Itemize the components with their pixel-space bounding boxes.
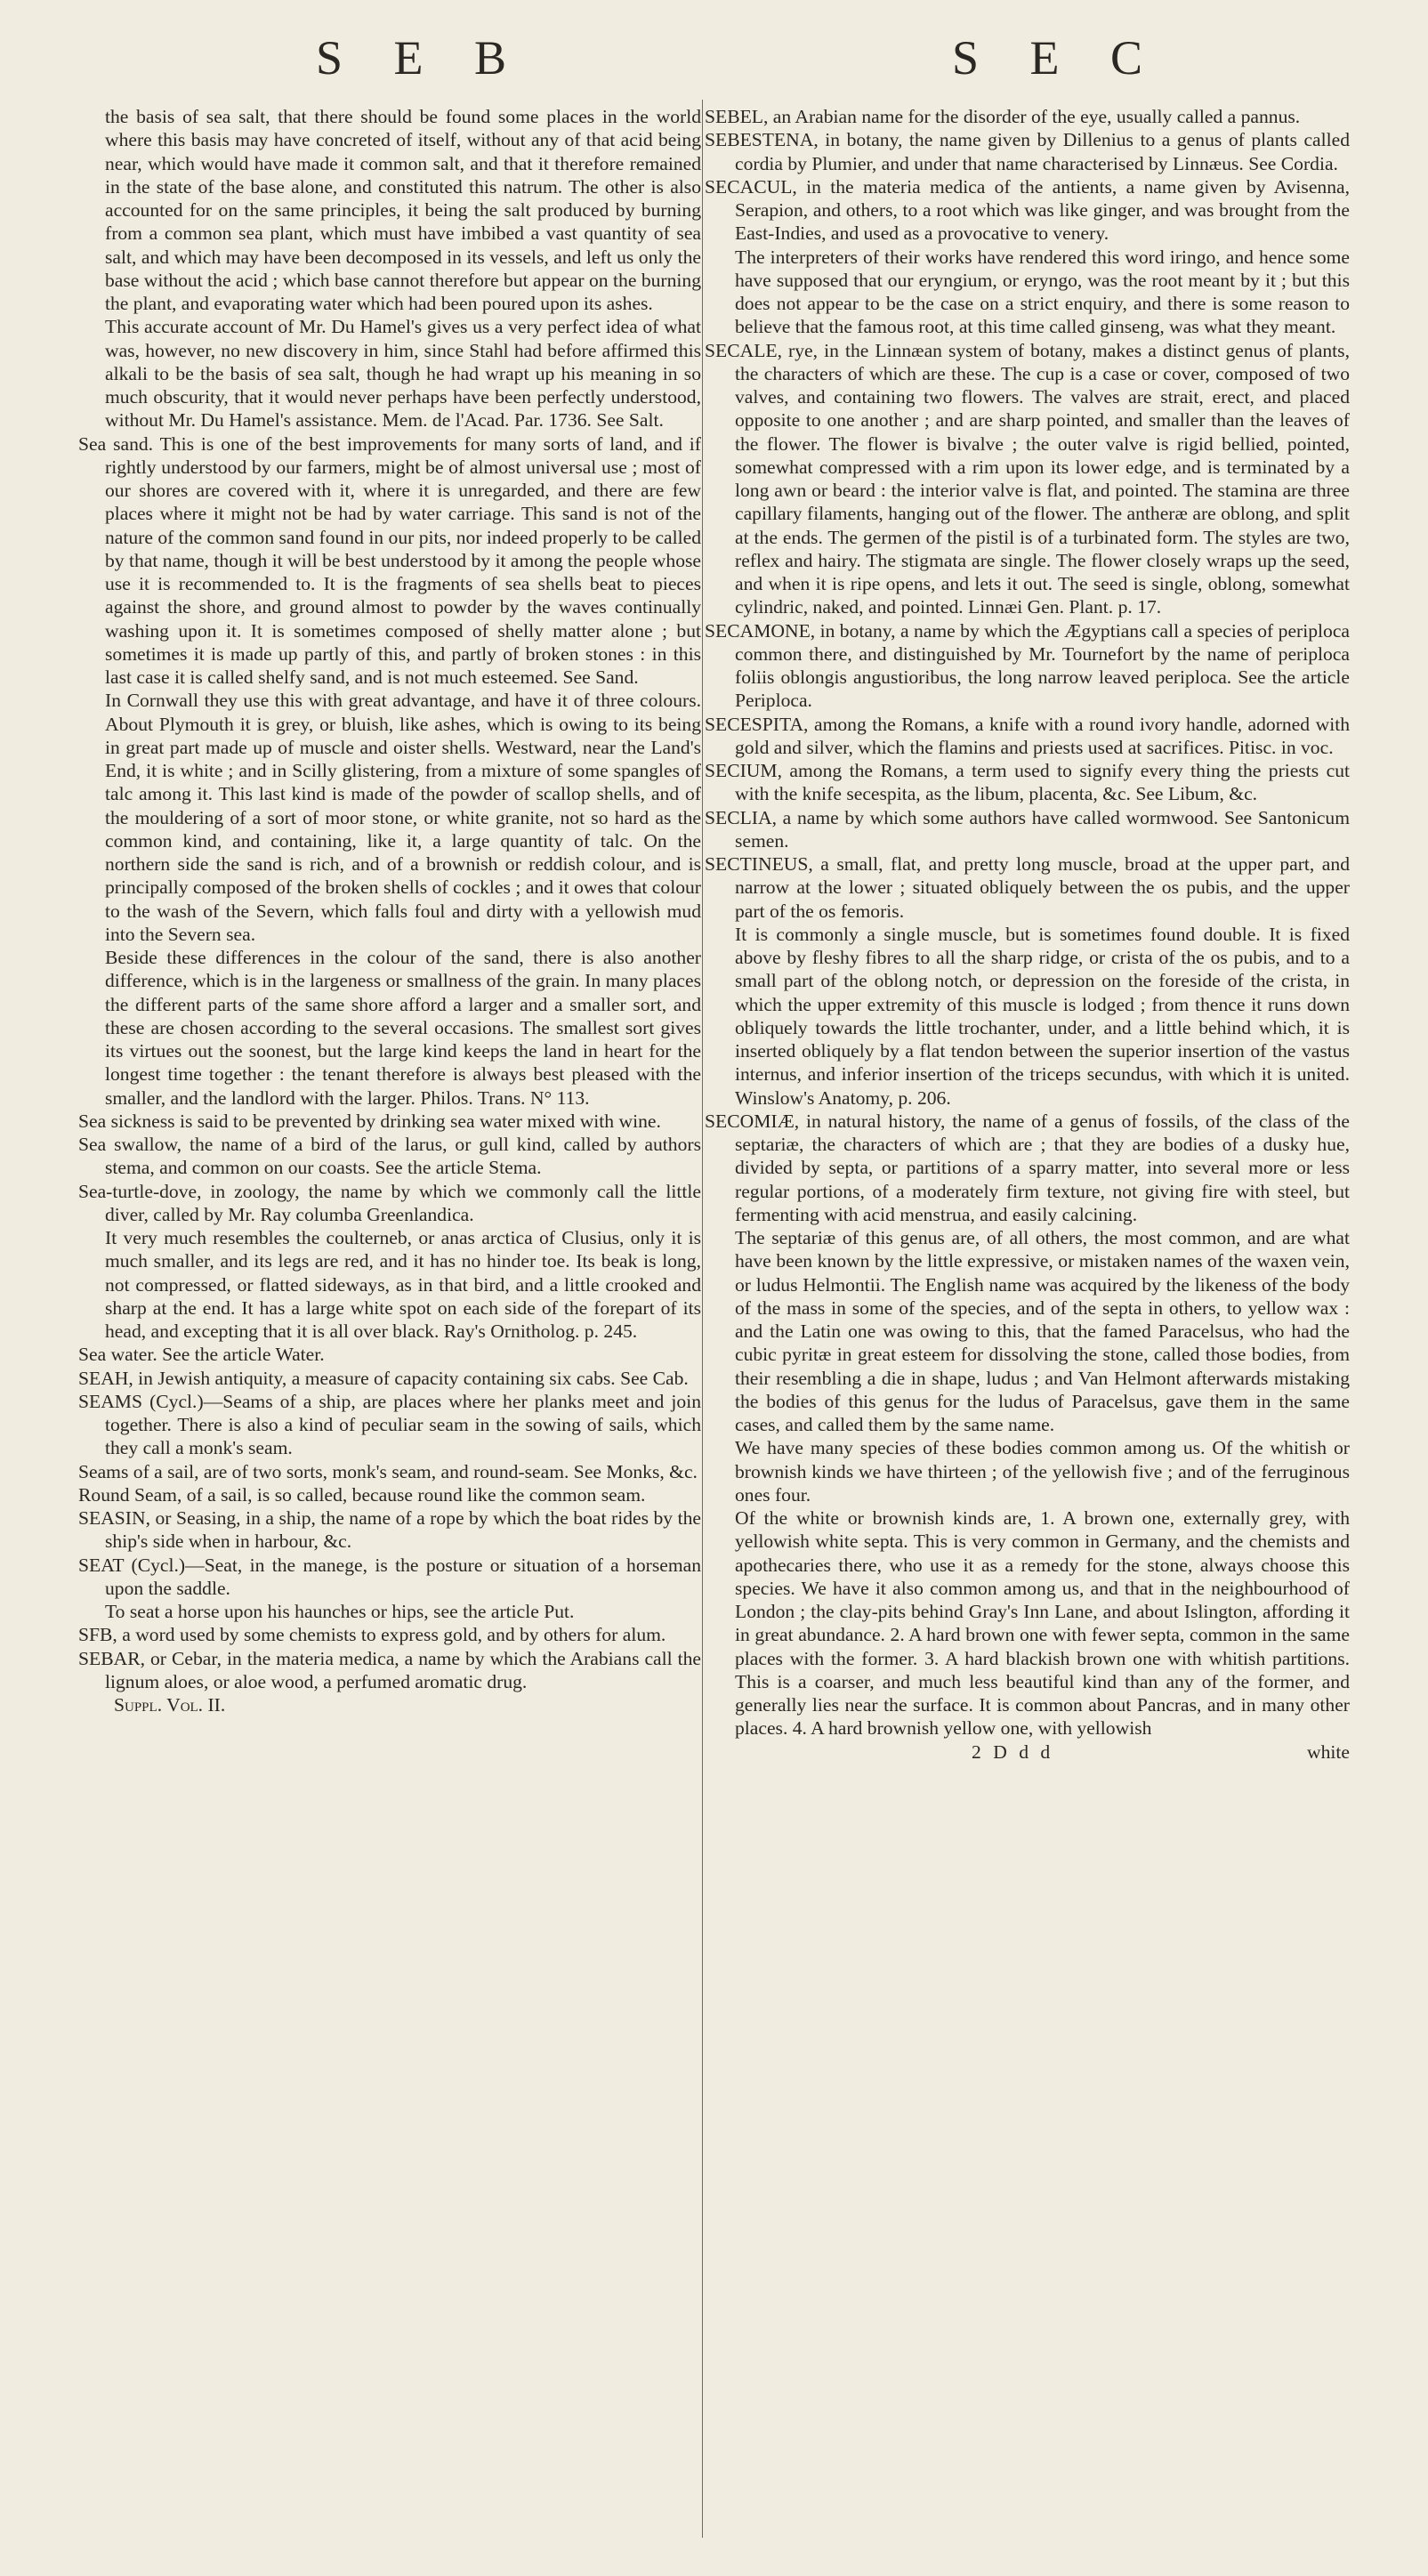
entry-secium: SECIUM, among the Romans, a term used to signify every thing the priests cut with the knife secespita, as the libum, placenta, &c. See Libum, &c. xyxy=(705,760,1350,805)
entry-secacul: SECACUL, in the materia medica of the antients, a name given by Avisenna, Serapion, and others, to a root which was like ginger, and was brought from the East-Indies, and used as a provocative to venery. xyxy=(705,175,1350,245)
entry-sectineus: SECTINEUS, a small, flat, and pretty long muscle, broad at the upper part, and narrow at the lower ; situated obliquely between the os pubis, and the upper part of the os femoris. xyxy=(705,853,1350,922)
entry-sfb: SFB, a word used by some chemists to express gold, and by others for alum. xyxy=(78,1624,666,1646)
footer-right xyxy=(705,1740,1350,1764)
paragraph-cornwall: In Cornwall they use this with great advantage, and have it of three colours. About Plymouth it is grey, or bluish, like ashes, which is owing to its being in great part made up of muscle and oister shells. Westward, near the Land's End, it is white ; and in Scilly glistering, from a mixture of some spangles of talc among it. This last kind is made of the powder of scallop shells, and of the mouldering of a sort of moor stone, or white granite, not so hard as the common kind, and containing, like it, a large quantity of talc. On the northern side the sand is rich, and of a brownish or reddish colour, and is principally composed of the broken shells of cockles ; and it owes that colour to the wash of the Severn, which falls foul and dirty with a yellowish mud into the Severn sea. xyxy=(105,690,701,945)
entry-seah: SEAH, in Jewish antiquity, a measure of capacity containing six cabs. See Cab. xyxy=(78,1367,689,1389)
entry-seams: SEAMS (Cycl.)—Seams of a ship, are places where her planks meet and join together. There is also a kind of peculiar seam in the sowing of sails, which they call a monk's seam. xyxy=(78,1390,701,1459)
paragraph-coulterneb: It very much resembles the coulterneb, or anas arctica of Clusius, only it is much smaller, and its legs are red, and it has no hinder toe. Its beak is long, not compressed, or flatted sideways, as in that bird, and a little crooked and sharp at the end. It has a large white spot on each side of the forepart of its head, and excepting that it is all over black. Ray's Ornitholog. p. 245. xyxy=(105,1227,701,1342)
running-head-left: S E B xyxy=(316,31,527,85)
entry-sea-sand: Sea sand. This is one of the best improvements for many sorts of land, and if rightly understood by our farmers, might be of almost universal use ; most of our shores are covered with it, where it is unregarded, and there are few places where it might not be had by water carriage. This sand is not of the nature of the common sand found in our pits, nor indeed properly to be called by that name, though it will be best understood by it among the people whose use it is recommended to. It is the fragments of sea shells beat to pieces against the shore, and ground almost to powder by the waves continually washing upon it. It is sometimes composed of shelly matter alone ; but sometimes it is made up partly of this, and partly of broken stones : in this last case it is called shelfy sand, and is not much esteemed. See Sand. xyxy=(78,432,701,688)
paragraph-single-muscle: It is commonly a single muscle, but is sometimes found double. It is fixed above by fleshy fibres to all the sharp ridge, or crista of the os pubis, and to a small part of the oblong notch, or depression on the foreside of the crista, in which the upper extremity of this muscle is lodged ; from thence it runs down obliquely towards the little trochanter, under, and a little behind which, it is inserted obliquely by a flat tendon between the superior insertion of the vastus internus, and inferior insertion of the triceps secundus, with which it is united. Winslow's Anatomy, p. 206. xyxy=(735,923,1350,1109)
entry-seclia: SECLIA, a name by which some authors have called wormwood. See Santonicum semen. xyxy=(705,806,1350,852)
entry-sea-swallow: Sea swallow, the name of a bird of the larus, or gull kind, called by authors stema, and common on our coasts. See the article Stema. xyxy=(78,1134,701,1179)
entry-sebestena: SEBESTENA, in botany, the name given by Dillenius to a genus of plants called cordia by Plumier, and under that name characterised by Linnæus. See Cordia. xyxy=(705,129,1350,174)
entry-sebar: SEBAR, or Cebar, in the materia medica, a name by which the Arabians call the lignum aloes, or aloe wood, a perfumed aromatic drug. xyxy=(78,1647,701,1692)
paragraph-white-brownish-kinds: Of the white or brownish kinds are, 1. A brown one, externally grey, with yellowish white septa. This is very common in Germany, and the chemists and apothecaries there, who use it as a remedy for the stone, always choose this species. We have it also common among us, and that in the neighbourhood of London ; the clay-pits behind Gray's Inn Lane, and about Islington, affording it in great abundance. 2. A hard brown one with fewer septa, common in the same places with the former. 3. A hard blackish brown one with whitish partitions. This is a coarser, and much less beautiful kind than any of the former, and generally lies near the surface. It is common about Pancras, and in many other places. 4. A hard brownish yellow one, with yellowish xyxy=(735,1507,1350,1740)
paragraph-du-hamel: This accurate account of Mr. Du Hamel's gives us a very perfect idea of what was, however, no new discovery in him, since Stahl had before affirmed this alkali to be the basis of sea salt, though he had wrapt up his meaning in so much obscurity, that it would never perhaps have been perfectly understood, without Mr. Du Hamel's assistance. Mem. de l'Acad. Par. 1736. See Salt. xyxy=(105,316,701,432)
paragraph-sea-salt-continued: the basis of sea salt, that there should be found some places in the world where this basis may have concreted of itself, without any of that acid being near, which would have made it common salt, and that it therefore remained in the state of the base alone, and constituted this natrum. The other is also accounted for on the same principles, it being the salt produced by burning from a common sea plant, which must have imbibed a vast quantity of sea salt, and which may have been decomposed in its vessels, and left us only the base without the acid ; which base cannot therefore but appear on the burning the plant, and evaporating water which had been poured upon its ashes. xyxy=(105,106,701,314)
left-column xyxy=(78,105,701,1716)
catchword: white xyxy=(1307,1740,1350,1763)
entry-sea-water: Sea water. See the article Water. xyxy=(78,1344,325,1366)
entry-sea-turtle-dove: Sea-turtle-dove, in zoology, the name by which we commonly call the little diver, called by Mr. Ray columba Greenlandica. xyxy=(78,1180,701,1225)
entry-seasin: SEASIN, or Seasing, in a ship, the name of a rope by which the boat rides by the ship's side when in harbour, &c. xyxy=(78,1507,701,1553)
paragraph-interpreters: The interpreters of their works have rendered this word iringo, and hence some have supposed that our eryngium, or eryngo, was the root meant by it ; but this does not appear to be the case on a strict enquiry, and there is some reason to believe that the famous root, at this time called ginseng, was what they meant. xyxy=(735,246,1350,338)
paragraph-many-species: We have many species of these bodies common among us. Of the whitish or brownish kinds we have thirteen ; of the yellowish five ; and of the ferruginous ones four. xyxy=(735,1437,1350,1506)
right-column xyxy=(705,105,1350,1764)
entry-round-seam: Round Seam, of a sail, is so called, because round like the common seam. xyxy=(78,1483,646,1506)
running-head-right: S E C xyxy=(952,31,1163,85)
paragraph-sand-differences: Beside these differences in the colour of the sand, there is also another difference, which is in the largeness or smallness of the grain. In many places the different parts of the same shore afford a larger and a smaller sort, and these are chosen according to the several occasions. The smallest sort gives its virtues out the soonest, but the large kind keeps the land in heart for the longest time together : the tenant therefore is always best pleased with the smaller, and the landlord with the larger. Philos. Trans. N° 113. xyxy=(105,947,701,1109)
entry-sebel: SEBEL, an Arabian name for the disorder of the eye, usually called a pannus. xyxy=(705,106,1301,127)
entry-secamone: SECAMONE, in botany, a name by which the Ægyptians call a species of periploca common there, and distinguished by Mr. Tournefort by the name of periploca foliis oblongis angustioribus, the long narrow leaved periploca. See the article Periploca. xyxy=(705,619,1350,712)
entry-secespita: SECESPITA, among the Romans, a knife with a round ivory handle, adorned with gold and silver, which the flamins and priests used at sacrifices. Pitisc. in voc. xyxy=(705,713,1350,758)
footer-left xyxy=(78,1693,701,1716)
volume-note: Suppl. Vol. II. xyxy=(114,1694,226,1716)
entry-secomiae: SECOMIÆ, in natural history, the name of a genus of fossils, of the class of the septariæ, the characters of which are ; that they are bodies of a dusky hue, divided by septa, or partitions of a sparry matter, into several more or less regular portions, of a moderately firm texture, not giving fire with steel, but fermenting with acid menstrua, and easily calcining. xyxy=(705,1110,1350,1225)
entry-seams-of-a-sail: Seams of a sail, are of two sorts, monk's seam, and round-seam. See Monks, &c. xyxy=(78,1460,698,1482)
entry-sea-sickness: Sea sickness is said to be prevented by drinking sea water mixed with wine. xyxy=(78,1110,661,1132)
entry-secale: SECALE, rye, in the Linnæan system of botany, makes a distinct genus of plants, the characters of which are these. The cup is a case or cover, composed of two valves, and containing two flowers. The valves are strait, erect, and placed opposite to one another ; and are sharp pointed, and smaller than the leaves of the flower. The flower is bivalve ; the outer valve is rigid bellied, pointed, somewhat compressed with a rim upon its lower edge, and is terminated by a long awn or beard : the interior valve is flat, and pointed. The stamina are three capillary filaments, hanging out of the flower. The antheræ are oblong, and split at the ends. The germen of the pistil is of a turbinated form. The styles are two, reflex and hairy. The stigmata are single. The flower closely wraps up the seed, and when it is ripe opens, and lets it out. The seed is single, oblong, somewhat cylindric, naked, and pointed. Linnæi Gen. Plant. p. 17. xyxy=(705,339,1350,618)
paragraph-septariae: The septariæ of this genus are, of all others, the most common, and are what have been known by the little expressive, or mistaken names of the waxen vein, or ludus Helmontii. The English name was acquired by the likeness of the body of the mass in some of the species, and of the septa in others, to yellow wax : and the Latin one was owing to this, that the famed Paracelsus, who had the cubic pyritæ in great esteem for dissolving the stone, called those bodies, from their resembling a die in shape, ludus ; and Van Helmont afterwards mistaking the bodies of this genus for the ludus of Paracelsus, gave them in the same cases, and called them by the same name. xyxy=(735,1227,1350,1435)
signature-mark: 2 D d d xyxy=(972,1740,1054,1763)
paragraph-seat-a-horse: To seat a horse upon his haunches or hips, see the article Put. xyxy=(105,1601,575,1622)
column-rule xyxy=(702,100,703,2538)
entry-seat: SEAT (Cycl.)—Seat, in the manege, is the posture or situation of a horseman upon the saddle. xyxy=(78,1554,701,1599)
